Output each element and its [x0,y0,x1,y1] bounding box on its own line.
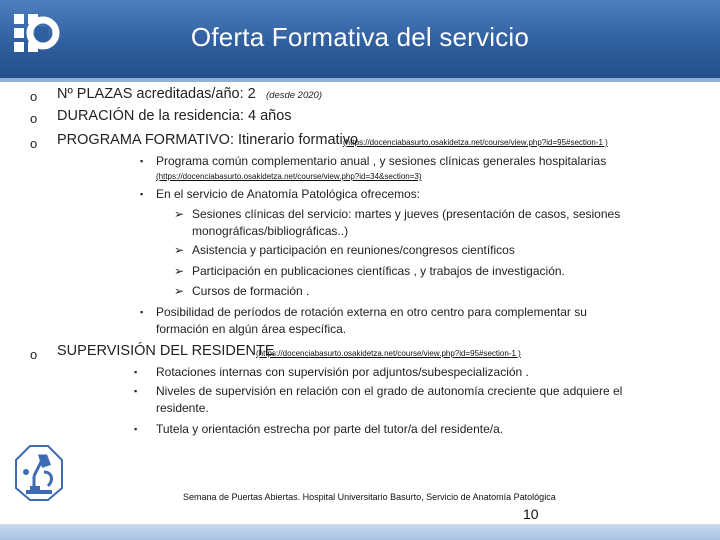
supervision-title: SUPERVISIÓN DEL RESIDENTE [57,343,275,359]
arrow-item: Participación en publicaciones científicas , y trabajos de investigación. [192,264,565,278]
arrow-bullet-icon: ➢ [174,207,185,221]
square-bullet: ▪ [140,189,144,199]
bullet-circle: o [30,89,38,104]
arrow-bullet-icon: ➢ [174,264,185,278]
arrow-item: Sesiones clínicas del servicio: martes y jueves (presentación de casos, sesiones [192,207,621,221]
duracion-text: DURACIÓN de la residencia: 4 años [57,108,292,124]
arrow-bullet-icon: ➢ [174,243,185,257]
supervision-link[interactable]: (https://docenciabasurto.osakidetza.net/course/view.php?id=95#section-1 ) [256,349,521,358]
square-bullet: ▪ [134,424,138,434]
bullet-circle: o [30,347,38,362]
supervision-item: Tutela y orientación estrecha por parte del tutor/a del residente/a. [156,422,504,436]
programa-text: PROGRAMA FORMATIVO: Itinerario formativo [57,132,359,148]
footer-text: Semana de Puertas Abiertas. Hospital Universitario Basurto, Servicio de Anatomía Patológica [183,492,556,502]
supervision-item-continued: residente. [156,401,209,415]
arrow-item: Cursos de formación . [192,284,310,298]
supervision-item: Niveles de supervisión en relación con el grado de autonomía creciente que adquiere el [156,384,623,398]
rotacion-externa-text-continued: formación en algún área específica. [156,322,347,336]
programa-comun-link[interactable]: (https://docenciabasurto.osakidetza.net/course/view.php?id=34&section=3) [156,172,422,181]
microscope-icon [8,442,68,502]
page-number: 10 [523,506,539,522]
programa-comun-text: Programa común complementario anual , y sesiones clínicas generales hospitalarias [156,154,607,168]
servicio-ofrecemos-text: En el servicio de Anatomía Patológica ofrecemos: [156,187,421,201]
plazas-text: Nº PLAZAS acreditadas/año: 2 [57,86,256,102]
square-bullet: ▪ [134,367,138,377]
square-bullet: ▪ [140,156,144,166]
page-title: Oferta Formativa del servicio [190,22,530,52]
arrow-item: Asistencia y participación en reuniones/congresos científicos [192,243,515,257]
rotacion-externa-text: Posibilidad de períodos de rotación externa en otro centro para complementar su [156,305,587,319]
bottom-bar [0,524,720,540]
bullet-circle: o [30,111,38,126]
bullet-circle: o [30,136,38,151]
square-bullet: ▪ [134,386,138,396]
programa-link[interactable]: (https://docenciabasurto.osakidetza.net/course/view.php?id=95#section-1 ) [343,138,608,147]
square-bullet: ▪ [140,307,144,317]
plazas-note: (desde 2020) [266,90,322,101]
arrow-bullet-icon: ➢ [174,284,185,298]
supervision-item: Rotaciones internas con supervisión por adjuntos/subespecialización . [156,365,529,379]
arrow-item-continued: monográficas/bibliográficas..) [192,224,349,238]
